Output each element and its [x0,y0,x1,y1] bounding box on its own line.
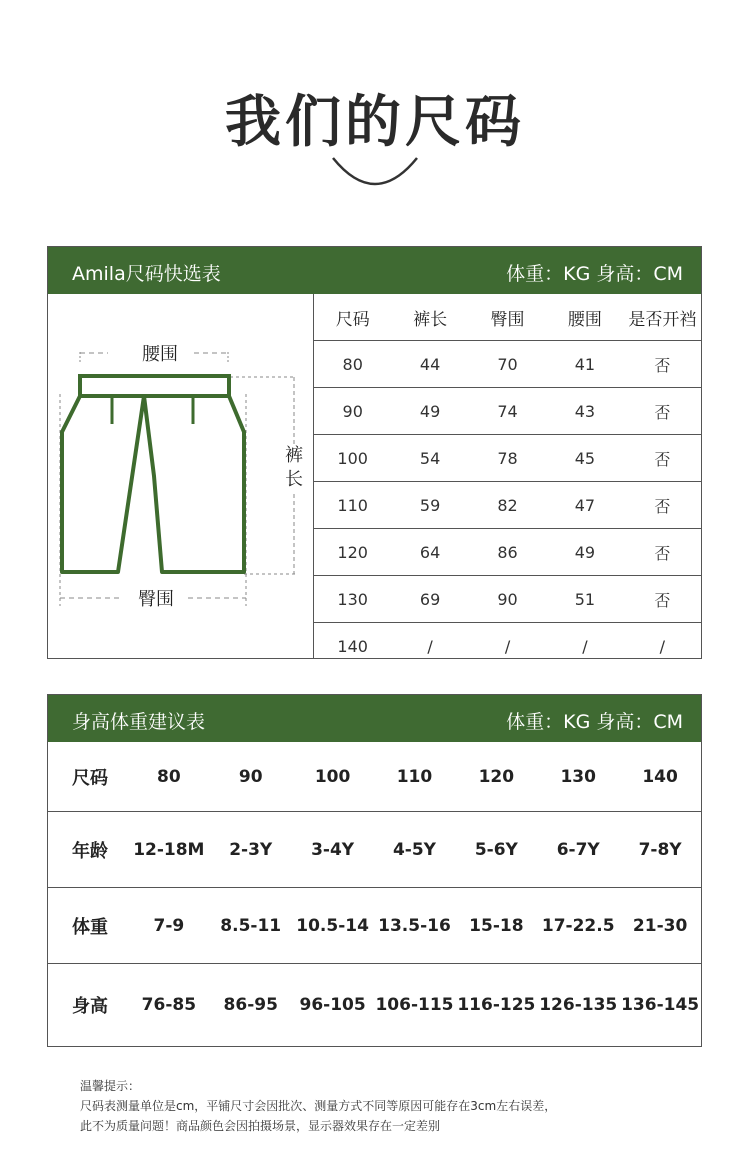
weight-cell: 8.5-11 [220,915,282,936]
advice-table-title: 身高体重建议表 [72,711,206,733]
notes-line: 尺码表测量单位是cm，平铺尺寸会因批次、测量方式不同等原因可能存在3cm左右误差， [80,1099,557,1113]
shorts-diagram [48,294,314,658]
waist-cell: / [582,637,588,656]
age-cell: 4-5Y [392,839,436,860]
length-cell: 64 [419,542,441,562]
length-cell: 54 [419,448,441,468]
column-header: 是否开裆 [628,309,697,330]
waist-cell: 51 [574,589,596,609]
table-row [48,742,701,812]
column-header: 臀围 [490,309,525,330]
height-cell: 76-85 [141,995,197,1015]
size-cell: 130 [337,589,368,609]
waist-cell: 45 [574,448,596,468]
column-header: 尺码 [335,309,370,330]
table-row [314,482,701,529]
waist-label: 腰围 [142,344,178,365]
size-cell: 100 [314,766,351,787]
age-cell: 7-8Y [638,839,682,860]
hip-cell: / [504,637,511,656]
table-row [314,529,701,576]
age-cell: 12-18M [133,839,205,860]
page-title: 我们的尺码 [225,90,525,155]
weight-cell: 17-22.5 [541,915,615,936]
shorts-outline-icon [48,294,314,658]
open-crotch-cell: 否 [654,590,671,610]
table-row [48,964,701,1046]
column-header: 裤长 [413,309,448,330]
weight-cell: 15-18 [469,915,524,936]
row-label: 身高 [72,996,108,1017]
advice-table-units: 体重：KG 身高：CM [506,711,683,733]
size-cell: 90 [238,766,263,787]
quick-size-table [47,246,702,659]
notes-line: 此不为质量问题！商品颜色会因拍摄场景，显示器效果存在一定差别 [80,1119,441,1133]
weight-cell: 21-30 [632,915,688,936]
size-cell: 80 [342,354,363,374]
age-cell: 3-4Y [311,839,355,860]
height-cell: 116-125 [457,995,536,1015]
size-cell: 100 [337,448,368,468]
height-cell: 96-105 [299,995,366,1015]
open-crotch-cell: 否 [654,402,671,422]
table-row [314,576,701,623]
advice-table [47,694,702,1047]
quick-table-column-header [314,294,701,341]
notes [80,1076,556,1136]
length-cell: 69 [419,589,441,609]
open-crotch-cell: 否 [654,543,671,563]
row-label: 年龄 [72,840,108,862]
weight-cell: 13.5-16 [378,915,451,936]
length-cell: 59 [419,495,441,515]
hip-cell: 86 [497,542,518,562]
waist-cell: 49 [574,542,596,562]
open-crotch-cell: 否 [654,355,671,375]
size-cell: 140 [337,637,368,656]
table-row [314,435,701,482]
open-crotch-cell: / [659,637,666,656]
age-cell: 2-3Y [229,839,273,860]
table-row [48,812,701,888]
length-cell: 44 [419,354,441,374]
size-cell: 110 [337,495,368,515]
open-crotch-cell: 否 [654,496,671,516]
weight-cell: 7-9 [153,915,185,936]
weight-cell: 10.5-14 [296,915,369,936]
hip-cell: 78 [497,448,518,468]
waist-cell: 43 [574,401,596,421]
height-cell: 106-115 [375,995,454,1015]
table-row [314,388,701,435]
hip-label: 臀围 [138,589,174,610]
size-cell: 80 [157,766,181,787]
quick-size-grid [314,294,701,670]
age-cell: 6-7Y [556,839,600,860]
waist-cell: 41 [574,354,596,374]
age-cell: 5-6Y [474,839,518,860]
advice-table-header [48,695,701,742]
length-cell: 49 [419,401,441,421]
size-cell: 130 [560,766,596,787]
row-label: 体重 [72,916,108,938]
hip-cell: 74 [497,401,518,421]
column-header: 腰围 [567,309,602,330]
length-label: 裤长 [285,445,303,490]
table-row [48,888,701,964]
size-cell: 140 [642,766,678,787]
height-cell: 86-95 [223,995,278,1015]
height-cell: 136-145 [621,995,700,1015]
row-label: 尺码 [72,767,108,789]
open-crotch-cell: 否 [654,449,671,469]
table-row [314,341,701,388]
hip-cell: 82 [497,495,518,515]
quick-table-header [48,247,701,294]
size-cell: 120 [337,542,368,562]
height-cell: 126-135 [539,995,618,1015]
quick-table-units: 体重：KG 身高：CM [506,263,683,285]
size-cell: 110 [396,766,433,787]
table-row [314,623,701,670]
size-cell: 120 [478,766,515,787]
length-cell: / [427,637,433,656]
waist-cell: 47 [574,495,596,515]
size-cell: 90 [342,401,363,421]
notes-title: 温馨提示： [80,1079,141,1093]
hip-cell: 70 [497,354,518,374]
hip-cell: 90 [497,589,518,609]
smile-decoration [330,150,420,190]
quick-table-title: Amila尺码快选表 [72,263,221,285]
